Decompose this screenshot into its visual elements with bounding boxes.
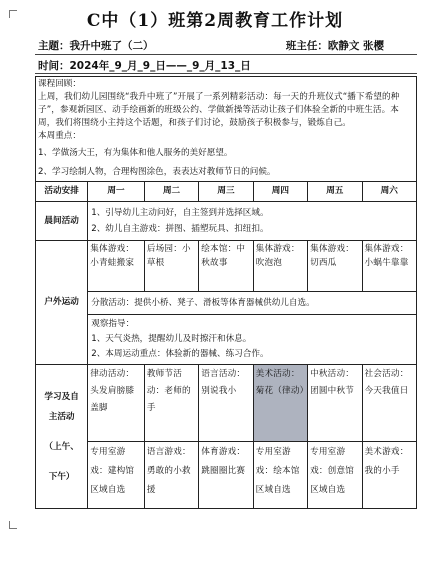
outdoor-game-fri: 集体游戏：切西瓜 bbox=[308, 241, 362, 292]
meta-row-time bbox=[38, 58, 384, 73]
observe-heading: 观察指导： bbox=[91, 319, 135, 329]
study-pm-fri: 专用室游戏：创意馆区域自选 bbox=[308, 442, 362, 509]
document-title: C中（1）班第2周教育工作计划 bbox=[86, 11, 344, 31]
header-activity-label: 活动安排 bbox=[36, 182, 88, 202]
study-pm-sat: 美术游戏：我的小手 bbox=[362, 442, 416, 509]
time-label: 时间：2024年_9_月_9_日——_9_月_13_日 bbox=[38, 60, 251, 72]
header-day-sat: 周六 bbox=[362, 182, 416, 202]
study-row-1 bbox=[36, 365, 417, 442]
intro-paragraph: 上周，我们幼儿园围绕“我升中班了”开展了一系列精彩活动：每一天的升班仪式“播下希望的种子”，参观新园区、动手绘画新的班级公约、学做新操等活动让孩子们体验全新的中班生活。本周，我们将围绕小主持这个话题，和孩子们讨论，鼓励孩子积极参与，锻炼自己。 bbox=[38, 92, 400, 128]
morning-cell bbox=[88, 202, 417, 241]
observe-item-1: 1、天气炎热，提醒幼儿及时擦汗和休息。 bbox=[91, 334, 252, 344]
focus-item-2: 2、学习绘制人物，合理构图涂色，表表达对教师节日的问候。 bbox=[38, 167, 276, 177]
study-am-tue: 教师节活动：老师的手 bbox=[144, 365, 198, 442]
plan-table bbox=[35, 76, 417, 509]
teacher-label: 班主任：欧静文 张樱 bbox=[285, 40, 384, 52]
study-label-line-1: 学习及自 bbox=[44, 391, 79, 402]
study-pm-wed: 体育游戏：跳圈圈比赛 bbox=[199, 442, 253, 509]
intro-heading: 课程回顾： bbox=[38, 79, 81, 89]
morning-row bbox=[36, 202, 417, 241]
morning-line-1: 1、引导幼儿主动问好，自主签到并选择区域。 bbox=[91, 208, 269, 218]
intro-cell bbox=[36, 77, 417, 182]
outdoor-game-wed: 绘本馆：中秋故事 bbox=[199, 241, 253, 292]
study-label-line-3: （上午、 bbox=[44, 441, 79, 452]
intro-row bbox=[36, 77, 417, 182]
study-row-2 bbox=[36, 442, 417, 509]
outdoor-scatter-cell: 分散活动：提供小桥、凳子、滑板等体育器械供幼儿自选。 bbox=[88, 292, 417, 315]
study-pm-thu: 专用室游戏：绘本馆区域自选 bbox=[253, 442, 307, 509]
outdoor-game-tue: 后场园：小草根 bbox=[144, 241, 198, 292]
study-label-line-2: 主活动 bbox=[48, 411, 75, 422]
morning-label: 晨间活动 bbox=[36, 202, 88, 241]
header-row bbox=[36, 182, 417, 202]
focus-heading: 本周重点： bbox=[38, 131, 81, 141]
outdoor-game-thu: 集体游戏：吹泡泡 bbox=[253, 241, 307, 292]
study-pm-mon: 专用室游戏：建构馆区域自选 bbox=[88, 442, 145, 509]
outdoor-game-sat: 集体游戏：小蜗牛靠靠 bbox=[362, 241, 416, 292]
meta-divider-1 bbox=[35, 54, 417, 55]
study-am-wed: 语言活动：别说我小 bbox=[199, 365, 253, 442]
study-am-mon: 律动活动：头发肩膀膝盖脚 bbox=[88, 365, 145, 442]
header-day-mon: 周一 bbox=[88, 182, 145, 202]
study-am-fri: 中秋活动：团圆中秋节 bbox=[308, 365, 362, 442]
header-day-tue: 周二 bbox=[144, 182, 198, 202]
study-pm-tue: 语言游戏：勇敢的小救援 bbox=[144, 442, 198, 509]
header-day-thu: 周四 bbox=[253, 182, 307, 202]
page-corner-mark-bottom bbox=[9, 521, 17, 529]
header-day-wed: 周三 bbox=[199, 182, 253, 202]
outdoor-label: 户外运动 bbox=[36, 241, 88, 365]
study-am-thu: 美术活动：菊花（律动） bbox=[253, 365, 307, 442]
outdoor-observe-row bbox=[36, 315, 417, 365]
study-label-line-4: 下午） bbox=[48, 471, 75, 482]
outdoor-game-mon: 集体游戏：小青蛙搬家 bbox=[88, 241, 145, 292]
observe-item-2: 2、本周运动重点：体验新的器械、练习合作。 bbox=[91, 349, 269, 359]
meta-row-theme bbox=[38, 38, 384, 53]
meta-divider-2 bbox=[35, 73, 417, 74]
morning-line-2: 2、幼儿自主游戏：拼图、插塑玩具、扣纽扣。 bbox=[91, 224, 269, 234]
outdoor-scatter-row bbox=[36, 292, 417, 315]
theme-label: 主题：我升中班了（二） bbox=[38, 40, 154, 52]
header-day-fri: 周五 bbox=[308, 182, 362, 202]
outdoor-observe-cell bbox=[88, 315, 417, 365]
outdoor-games-row bbox=[36, 241, 417, 292]
study-label bbox=[36, 365, 88, 509]
focus-item-1: 1、学做汤大王，有为集体和他人服务的美好愿望。 bbox=[38, 148, 233, 158]
study-am-sat: 社会活动：今天我值日 bbox=[362, 365, 416, 442]
